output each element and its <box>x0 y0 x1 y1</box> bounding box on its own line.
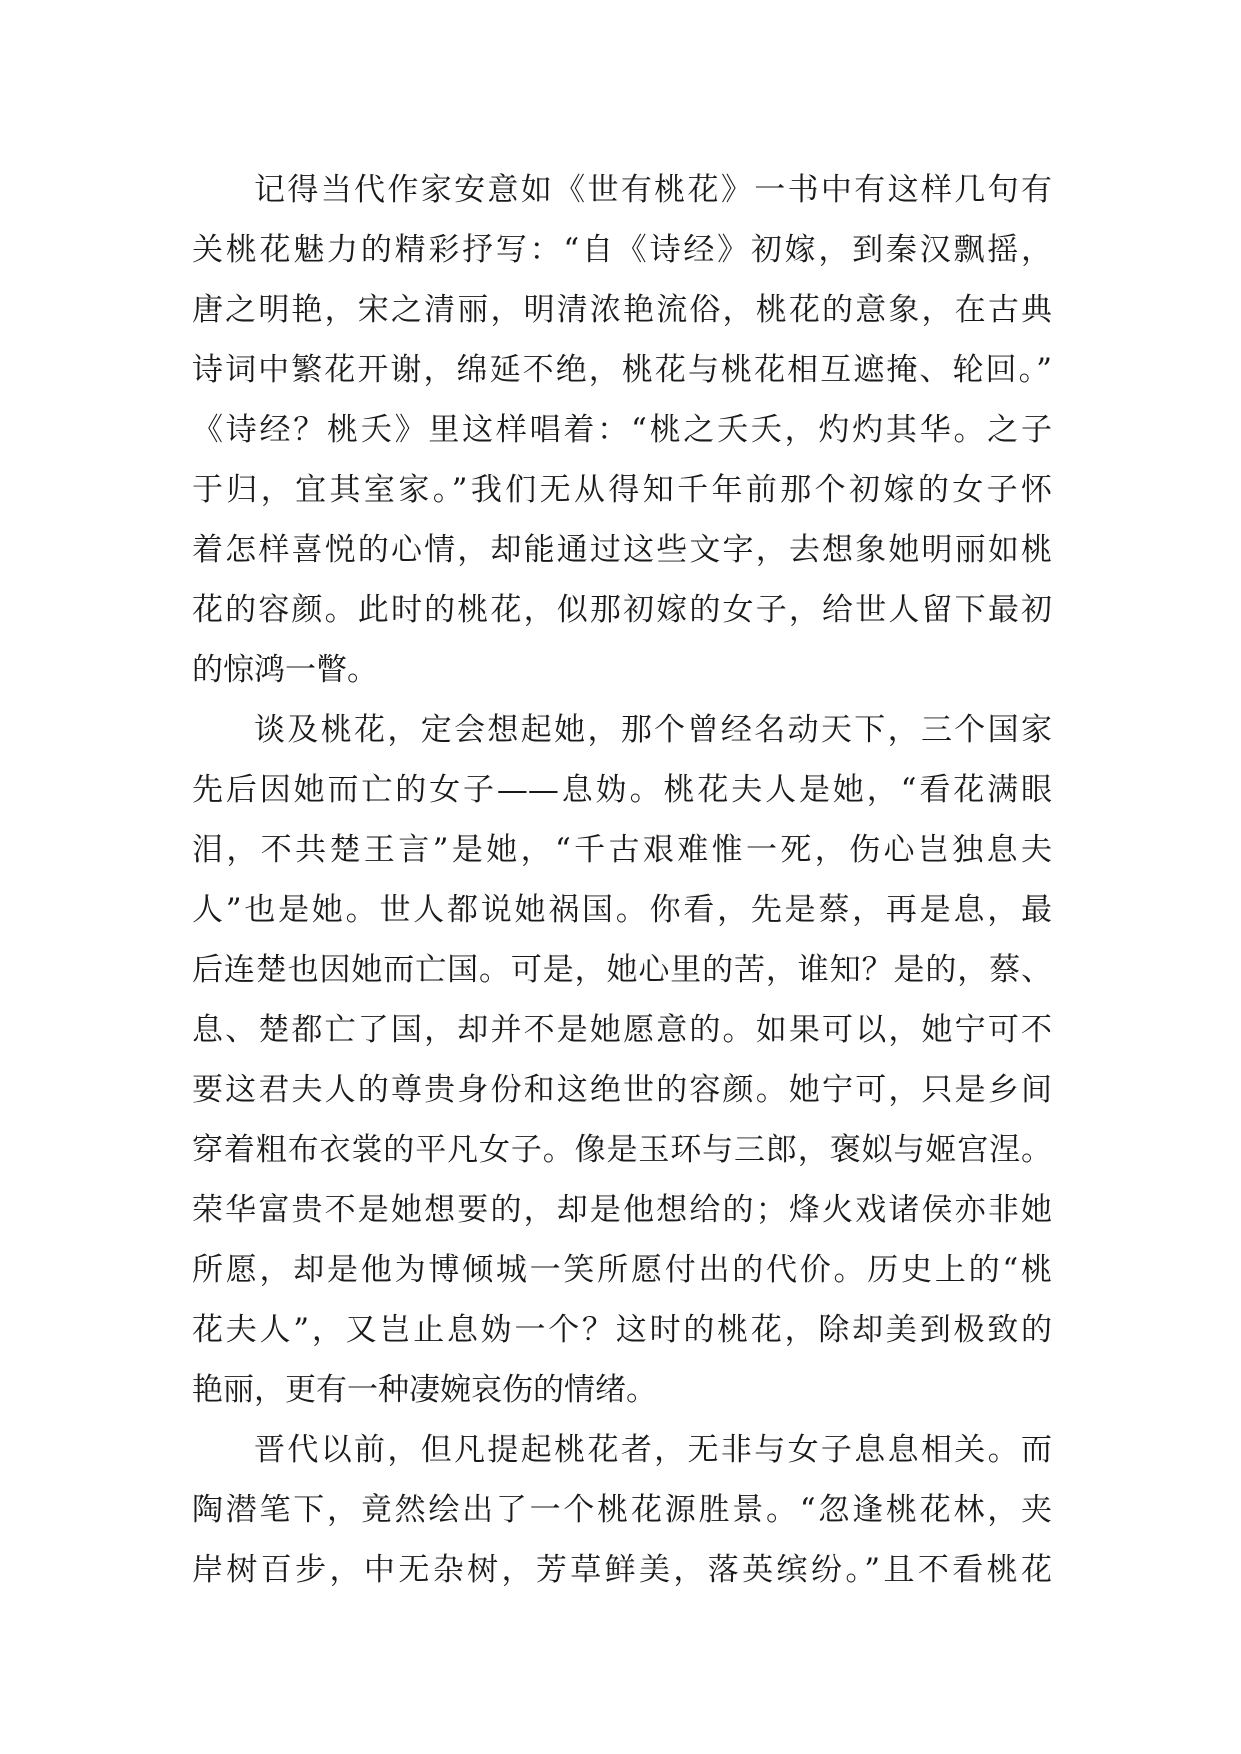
text-line: 花的容颜。此时的桃花，似那初嫁的女子，给世人留下最初 <box>192 592 1052 628</box>
text-line: 所愿，却是他为博倾城一笑所愿付出的代价。历史上的“桃 <box>192 1252 1052 1288</box>
text-line: 岸树百步，中无杂树，芳草鲜美，落英缤纷。”且不看桃花 <box>192 1552 1052 1588</box>
text-line: 关桃花魅力的精彩抒写：“自《诗经》初嫁，到秦汉飘摇， <box>192 232 1052 268</box>
text-line: 陶潜笔下，竟然绘出了一个桃花源胜景。“忽逢桃花林，夹 <box>192 1492 1052 1528</box>
paragraph-1 <box>192 160 1052 700</box>
text-line: 唐之明艳，宋之清丽，明清浓艳流俗，桃花的意象，在古典 <box>192 292 1052 328</box>
text-line: 着怎样喜悦的心情，却能通过这些文字，去想象她明丽如桃 <box>192 532 1052 568</box>
paragraph-3 <box>192 1420 1052 1600</box>
text-line: 先后因她而亡的女子——息妫。桃花夫人是她，“看花满眼 <box>192 772 1052 808</box>
text-line: 晋代以前，但凡提起桃花者，无非与女子息息相关。而 <box>254 1432 1052 1468</box>
text-line: 要这君夫人的尊贵身份和这绝世的容颜。她宁可，只是乡间 <box>192 1072 1052 1108</box>
text-line: 穿着粗布衣裳的平凡女子。像是玉环与三郎，褒姒与姬宫涅。 <box>192 1132 1052 1168</box>
paragraph-2 <box>192 700 1052 1420</box>
text-line: 的惊鸿一瞥。 <box>192 652 378 688</box>
text-line: 《诗经？桃夭》里这样唱着：“桃之夭夭，灼灼其华。之子 <box>192 412 1052 448</box>
text-line: 于归，宜其室家。”我们无从得知千年前那个初嫁的女子怀 <box>192 472 1052 508</box>
text-line: 泪，不共楚王言”是她，“千古艰难惟一死，伤心岂独息夫 <box>192 832 1052 868</box>
text-line: 人”也是她。世人都说她祸国。你看，先是蔡，再是息，最 <box>192 892 1052 928</box>
text-line: 诗词中繁花开谢，绵延不绝，桃花与桃花相互遮掩、轮回。” <box>192 352 1052 388</box>
text-line: 记得当代作家安意如《世有桃花》一书中有这样几句有 <box>254 172 1052 208</box>
document-body <box>192 160 1052 1600</box>
text-line: 艳丽，更有一种凄婉哀伤的情绪。 <box>192 1372 657 1408</box>
text-line: 后连楚也因她而亡国。可是，她心里的苦，谁知？是的，蔡、 <box>192 952 1052 988</box>
text-line: 花夫人”，又岂止息妫一个？这时的桃花，除却美到极致的 <box>192 1312 1052 1348</box>
text-line: 荣华富贵不是她想要的，却是他想给的；烽火戏诸侯亦非她 <box>192 1192 1052 1228</box>
text-line: 息、楚都亡了国，却并不是她愿意的。如果可以，她宁可不 <box>192 1012 1052 1048</box>
text-line: 谈及桃花，定会想起她，那个曾经名动天下，三个国家 <box>254 712 1052 748</box>
